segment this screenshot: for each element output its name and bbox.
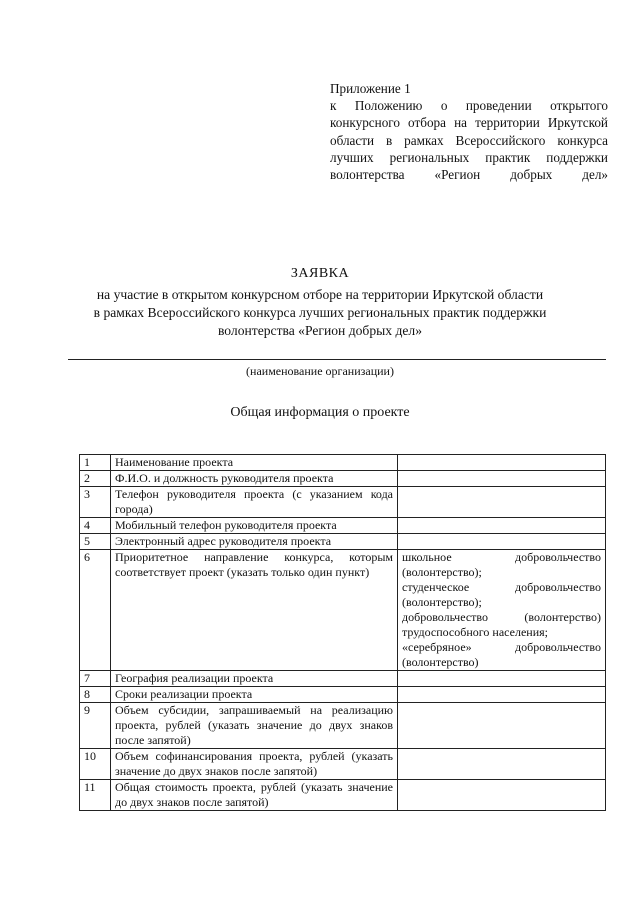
row-label: Электронный адрес руководителя проекта [111, 534, 398, 550]
row-number: 4 [80, 518, 111, 534]
row-number: 11 [80, 780, 111, 811]
row-number: 1 [80, 455, 111, 471]
table-row [80, 749, 606, 780]
row-value [398, 780, 606, 811]
row-value [398, 455, 606, 471]
row-number: 7 [80, 671, 111, 687]
row-value [398, 749, 606, 780]
row-number: 9 [80, 703, 111, 749]
table-row [80, 780, 606, 811]
row-label: Приоритетное направление конкурса, которым соответствует проект (указать только один пункт) [111, 550, 398, 671]
row-number: 2 [80, 471, 111, 487]
row-value [398, 671, 606, 687]
project-info-table [79, 454, 606, 811]
subtitle-line-3: волонтерства «Регион добрых дел» [217, 323, 423, 338]
direction-student: студенческое добровольчество (волонтерство); [402, 580, 601, 609]
table-row [80, 518, 606, 534]
organization-caption: (наименование организации) [246, 364, 394, 378]
row-value [398, 687, 606, 703]
row-value [398, 471, 606, 487]
appendix-block [330, 80, 608, 183]
row-number: 3 [80, 487, 111, 518]
table-row [80, 455, 606, 471]
row-value [398, 518, 606, 534]
table-row [80, 687, 606, 703]
table-row [80, 703, 606, 749]
direction-school: школьное добровольчество (волонтерство); [402, 550, 601, 579]
section-title: Общая информация о проекте [230, 405, 410, 420]
row-number: 5 [80, 534, 111, 550]
row-label: Телефон руководителя проекта (с указанием кода города) [111, 487, 398, 518]
table-row [80, 534, 606, 550]
direction-working-age: добровольчество (волонтерство) трудоспособного населения; [402, 610, 601, 639]
row-label: Общая стоимость проекта, рублей (указать значение до двух знаков после запятой) [111, 780, 398, 811]
appendix-title: Приложение 1 [330, 81, 411, 96]
row-label: Ф.И.О. и должность руководителя проекта [111, 471, 398, 487]
row-number: 10 [80, 749, 111, 780]
row-value [398, 703, 606, 749]
table-row [80, 671, 606, 687]
table-row [80, 550, 606, 671]
row-value [398, 534, 606, 550]
row-value [398, 487, 606, 518]
row-label: География реализации проекта [111, 671, 398, 687]
subtitle-line-1: на участие в открытом конкурсном отборе на территории Иркутской области [96, 287, 544, 302]
row-label: Наименование проекта [111, 455, 398, 471]
appendix-text: к Положению о проведении открытого конкурсного отбора на территории Иркутской области в рамках Всероссийского конкурса лучших региональных практик поддержки волонтерства «Регион добрых дел» [330, 98, 608, 183]
priority-directions-cell [398, 550, 606, 671]
direction-silver: «серебряное» добровольчество (волонтерство) [402, 640, 601, 669]
table-row [80, 487, 606, 518]
row-number: 8 [80, 687, 111, 703]
row-label: Объем субсидии, запрашиваемый на реализацию проекта, рублей (указать значение до двух знаков после запятой) [111, 703, 398, 749]
row-label: Мобильный телефон руководителя проекта [111, 518, 398, 534]
table-row [80, 471, 606, 487]
application-title: ЗАЯВКА [290, 266, 350, 281]
organization-name-line [68, 359, 606, 360]
subtitle-line-2: в рамках Всероссийского конкурса лучших региональных практик поддержки [93, 305, 547, 320]
row-label: Сроки реализации проекта [111, 687, 398, 703]
application-subtitle [70, 286, 570, 340]
row-label: Объем софинансирования проекта, рублей (указать значение до двух знаков после запятой) [111, 749, 398, 780]
row-number: 6 [80, 550, 111, 671]
